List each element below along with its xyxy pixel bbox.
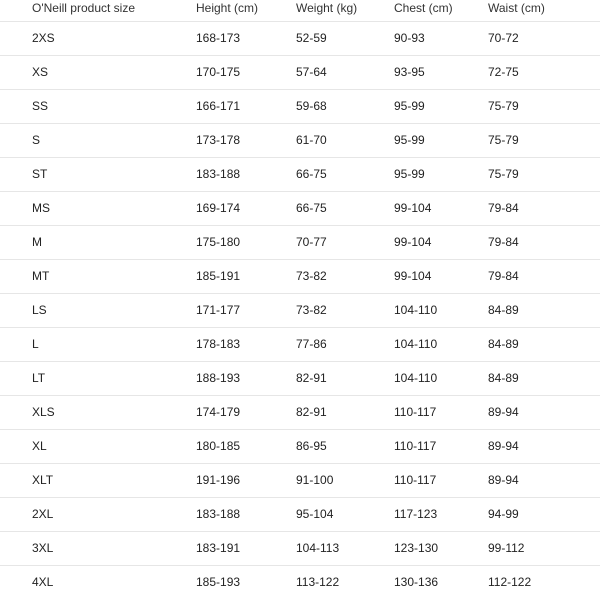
product-size-cell: XS: [0, 55, 196, 89]
waist-cell: 89-94: [488, 429, 600, 463]
table-row: [0, 89, 600, 123]
chest-cell: 117-123: [394, 497, 488, 531]
product-size-cell: S: [0, 123, 196, 157]
height-cell: 183-188: [196, 497, 296, 531]
header-weight: Weight (kg): [296, 0, 394, 21]
product-size-cell: LS: [0, 293, 196, 327]
product-size-cell: LT: [0, 361, 196, 395]
chest-cell: 104-110: [394, 361, 488, 395]
height-cell: 170-175: [196, 55, 296, 89]
weight-cell: 61-70: [296, 123, 394, 157]
waist-cell: 94-99: [488, 497, 600, 531]
product-size-cell: M: [0, 225, 196, 259]
product-size-cell: XLS: [0, 395, 196, 429]
height-cell: 183-191: [196, 531, 296, 565]
height-cell: 175-180: [196, 225, 296, 259]
chest-cell: 123-130: [394, 531, 488, 565]
height-cell: 185-193: [196, 575, 241, 590]
table-row: [0, 191, 600, 225]
product-size-cell: 4XL: [32, 575, 54, 590]
waist-cell: 72-75: [488, 55, 600, 89]
height-cell: 180-185: [196, 429, 296, 463]
size-chart-body: [0, 21, 600, 599]
table-row: [0, 395, 600, 429]
waist-cell: 79-84: [488, 191, 600, 225]
header-height: Height (cm): [196, 0, 296, 21]
table-row: [0, 123, 600, 157]
weight-cell: 86-95: [296, 429, 394, 463]
product-size-cell: 3XL: [0, 531, 196, 565]
header-waist: Waist (cm): [488, 0, 600, 21]
chest-cell: 99-104: [394, 191, 488, 225]
header-row: [0, 0, 600, 21]
table-row: [0, 225, 600, 259]
waist-cell: 75-79: [488, 157, 600, 191]
table-row: [0, 565, 600, 599]
table-row: [0, 531, 600, 565]
product-size-cell: 2XL: [0, 497, 196, 531]
weight-cell: 59-68: [296, 89, 394, 123]
waist-cell: 75-79: [488, 89, 600, 123]
weight-cell: 91-100: [296, 463, 394, 497]
weight-cell: 73-82: [296, 293, 394, 327]
waist-cell: 112-122: [488, 575, 532, 590]
table-row: [0, 293, 600, 327]
weight-cell: 73-82: [296, 259, 394, 293]
chest-cell: 110-117: [394, 463, 488, 497]
product-size-cell: MT: [0, 259, 196, 293]
waist-cell: 75-79: [488, 123, 600, 157]
table-row: [0, 259, 600, 293]
height-cell: 191-196: [196, 463, 296, 497]
weight-cell: 52-59: [296, 21, 394, 55]
height-cell: 185-191: [196, 259, 296, 293]
table-row: [0, 463, 600, 497]
height-cell: 178-183: [196, 327, 296, 361]
product-size-cell: ST: [0, 157, 196, 191]
weight-cell: 66-75: [296, 157, 394, 191]
height-cell: 169-174: [196, 191, 296, 225]
chest-cell: 95-99: [394, 89, 488, 123]
chest-cell: 110-117: [394, 429, 488, 463]
weight-cell: 82-91: [296, 395, 394, 429]
waist-cell: 89-94: [488, 463, 600, 497]
product-size-cell: 2XS: [0, 21, 196, 55]
weight-cell: 57-64: [296, 55, 394, 89]
chest-cell: 90-93: [394, 21, 488, 55]
waist-cell: 84-89: [488, 361, 600, 395]
height-cell: 183-188: [196, 157, 296, 191]
chest-cell: 99-104: [394, 225, 488, 259]
table-row: [0, 429, 600, 463]
table-row: [0, 55, 600, 89]
chest-cell: 104-110: [394, 327, 488, 361]
height-cell: 174-179: [196, 395, 296, 429]
waist-cell: 79-84: [488, 259, 600, 293]
weight-cell: 113-122: [296, 575, 340, 590]
product-size-cell: XL: [0, 429, 196, 463]
waist-cell: 70-72: [488, 21, 600, 55]
height-cell: 168-173: [196, 21, 296, 55]
height-cell: 171-177: [196, 293, 296, 327]
chest-cell: 95-99: [394, 123, 488, 157]
waist-cell: 84-89: [488, 327, 600, 361]
waist-cell: 84-89: [488, 293, 600, 327]
product-size-cell: L: [0, 327, 196, 361]
chest-cell: 95-99: [394, 157, 488, 191]
header-product-size: O'Neill product size: [0, 0, 196, 21]
chest-cell: 99-104: [394, 259, 488, 293]
product-size-cell: MS: [0, 191, 196, 225]
table-row: [0, 361, 600, 395]
weight-cell: 104-113: [296, 531, 394, 565]
weight-cell: 77-86: [296, 327, 394, 361]
table-row: [0, 327, 600, 361]
waist-cell: 79-84: [488, 225, 600, 259]
table-row: [0, 21, 600, 55]
product-size-cell: XLT: [0, 463, 196, 497]
weight-cell: 70-77: [296, 225, 394, 259]
height-cell: 173-178: [196, 123, 296, 157]
weight-cell: 95-104: [296, 497, 394, 531]
waist-cell: 89-94: [488, 395, 600, 429]
chest-cell: 93-95: [394, 55, 488, 89]
chest-cell: 110-117: [394, 395, 488, 429]
height-cell: 166-171: [196, 89, 296, 123]
chest-cell: 104-110: [394, 293, 488, 327]
size-chart-header: [0, 0, 600, 21]
table-row: [0, 157, 600, 191]
height-cell: 188-193: [196, 361, 296, 395]
waist-cell: 99-112: [488, 531, 600, 565]
header-chest: Chest (cm): [394, 0, 488, 21]
product-size-cell: SS: [0, 89, 196, 123]
table-row: [0, 497, 600, 531]
chest-cell: 130-136: [394, 575, 439, 590]
weight-cell: 82-91: [296, 361, 394, 395]
weight-cell: 66-75: [296, 191, 394, 225]
